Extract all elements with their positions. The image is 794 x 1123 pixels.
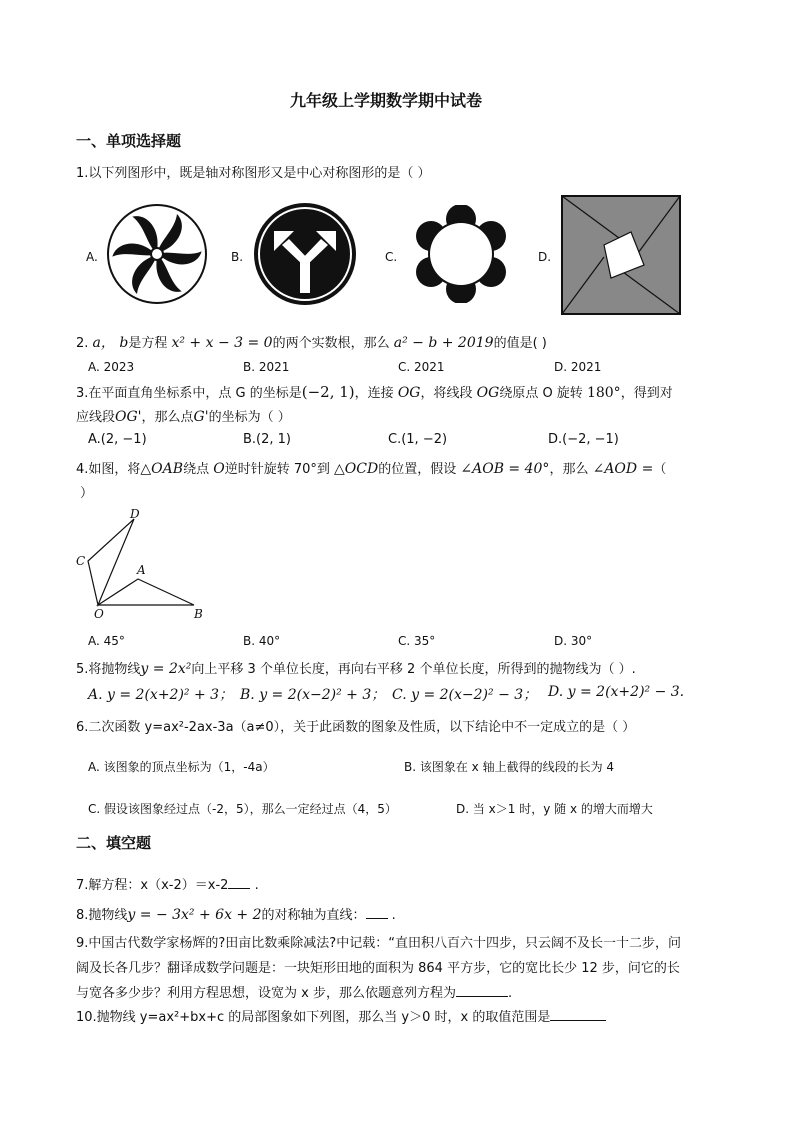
question-4-line-2: ） [80, 486, 94, 501]
q3-option-d: D.(−2, −1) [548, 432, 619, 447]
q6-option-c: C. 假设该图象经过点（-2，5），那么一定经过点（4，5） [88, 802, 397, 816]
section-heading-fill-in: 二、填空题 [76, 834, 152, 852]
question-8: 8.抛物线y = − 3x² + 6x + 2的对称轴为直线： . [76, 907, 396, 923]
q4-point-a-label: A [137, 563, 146, 577]
q5-option-b: B. y = 2(x−2)² + 3； [240, 687, 386, 703]
q4-point-o-label: O [94, 607, 104, 621]
q5-option-c: C. y = 2(x−2)² − 3； [392, 687, 538, 703]
question-9-line-3: 与宽各多少步？利用方程思想，设宽为 x 步，那么依题意列方程为 . [76, 986, 513, 1001]
q6-option-d: D. 当 x＞1 时，y 随 x 的增大而增大 [456, 802, 653, 816]
question-2-stem: 2. a， b是方程 x² + x − 3 = 0的两个实数根，那么 a² − b + 2019的值是( ) [76, 335, 547, 351]
q6-option-a: A. 该图象的顶点坐标为（1，-4a） [88, 760, 275, 774]
question-5-stem: 5.将抛物线y = 2x²向上平移 3 个单位长度，再向右平移 2 个单位长度，所得到的抛物线为（ ）. [76, 661, 636, 677]
question-6-stem: 6.二次函数 y=ax²-2ax-3a（a≠0），关于此函数的图象及性质，以下结论中不一定成立的是（ ） [76, 720, 636, 735]
q5-option-d: D. y = 2(x+2)² − 3. [548, 684, 685, 700]
q8-answer-blank[interactable] [366, 918, 388, 919]
q3-option-b: B.(2, 1) [243, 432, 292, 447]
q3-option-a: A.(2, −1) [88, 432, 147, 447]
q2-option-b: B. 2021 [243, 360, 290, 374]
q1-figure-c-flower [412, 205, 510, 303]
q10-answer-blank[interactable] [550, 1020, 606, 1021]
q9-answer-blank[interactable] [456, 996, 508, 997]
q6-option-b: B. 该图象在 x 轴上截得的线段的长为 4 [404, 760, 615, 774]
question-3-line-2: 应线段OG'，那么点G'的坐标为（ ） [76, 409, 291, 425]
q4-option-c: C. 35° [398, 634, 436, 648]
q3-option-c: C.(1, −2) [388, 432, 448, 447]
q1-option-d-label: D. [538, 250, 552, 264]
q7-answer-blank[interactable] [228, 888, 250, 889]
q4-point-c-label: C [76, 554, 86, 568]
q4-option-d: D. 30° [554, 634, 593, 648]
q1-option-b-label: B. [231, 250, 244, 264]
q4-point-d-label: D [130, 507, 140, 521]
page-title: 九年级上学期数学期中试卷 [290, 91, 483, 110]
q4-rotation-diagram [72, 505, 212, 625]
q1-figure-b-road-sign [252, 201, 358, 307]
question-9-line-1: 9.中国古代数学家杨辉的?田亩比数乘除减法?中记载：“直田积八百六十四步，只云阔不及长一十二步，问 [76, 936, 681, 951]
q2-option-d: D. 2021 [554, 360, 602, 374]
q5-option-a: A. y = 2(x+2)² + 3； [88, 687, 234, 703]
q4-option-b: B. 40° [243, 634, 281, 648]
question-4-line-1: 4.如图，将△OAB绕点 O逆时针旋转 70°到 △OCD的位置，假设 ∠AOB = 40°，那么 ∠AOD =（ [76, 461, 667, 477]
q1-option-c-label: C. [385, 250, 398, 264]
question-7: 7.解方程：x（x-2）＝x-2 . [76, 878, 259, 893]
q4-point-b-label: B [194, 607, 203, 621]
q2-option-a: A. 2023 [88, 360, 135, 374]
question-9-line-2: 阔及长各几步？翻译成数学问题是：一块矩形田地的面积为 864 平方步，它的宽比长少 12 步，问它的长 [76, 961, 680, 976]
q1-option-a-label: A. [86, 250, 98, 264]
q4-option-a: A. 45° [88, 634, 125, 648]
q1-figure-a-pinwheel [105, 202, 209, 306]
question-10: 10.抛物线 y=ax²+bx+c 的局部图象如下列图，那么当 y＞0 时，x 的取值范围是 [76, 1006, 606, 1025]
q2-option-c: C. 2021 [398, 360, 445, 374]
section-heading-single-choice: 一、单项选择题 [76, 132, 182, 150]
question-1-stem: 1.以下列图形中，既是轴对称图形又是中心对称图形的是（ ） [76, 166, 431, 181]
question-3-line-1: 3.在平面直角坐标系中，点 G 的坐标是(−2, 1)，连接 OG，将线段 OG绕原点 O 旋转 180°，得到对 [76, 383, 673, 401]
q1-figure-d-square-pattern [561, 195, 681, 315]
